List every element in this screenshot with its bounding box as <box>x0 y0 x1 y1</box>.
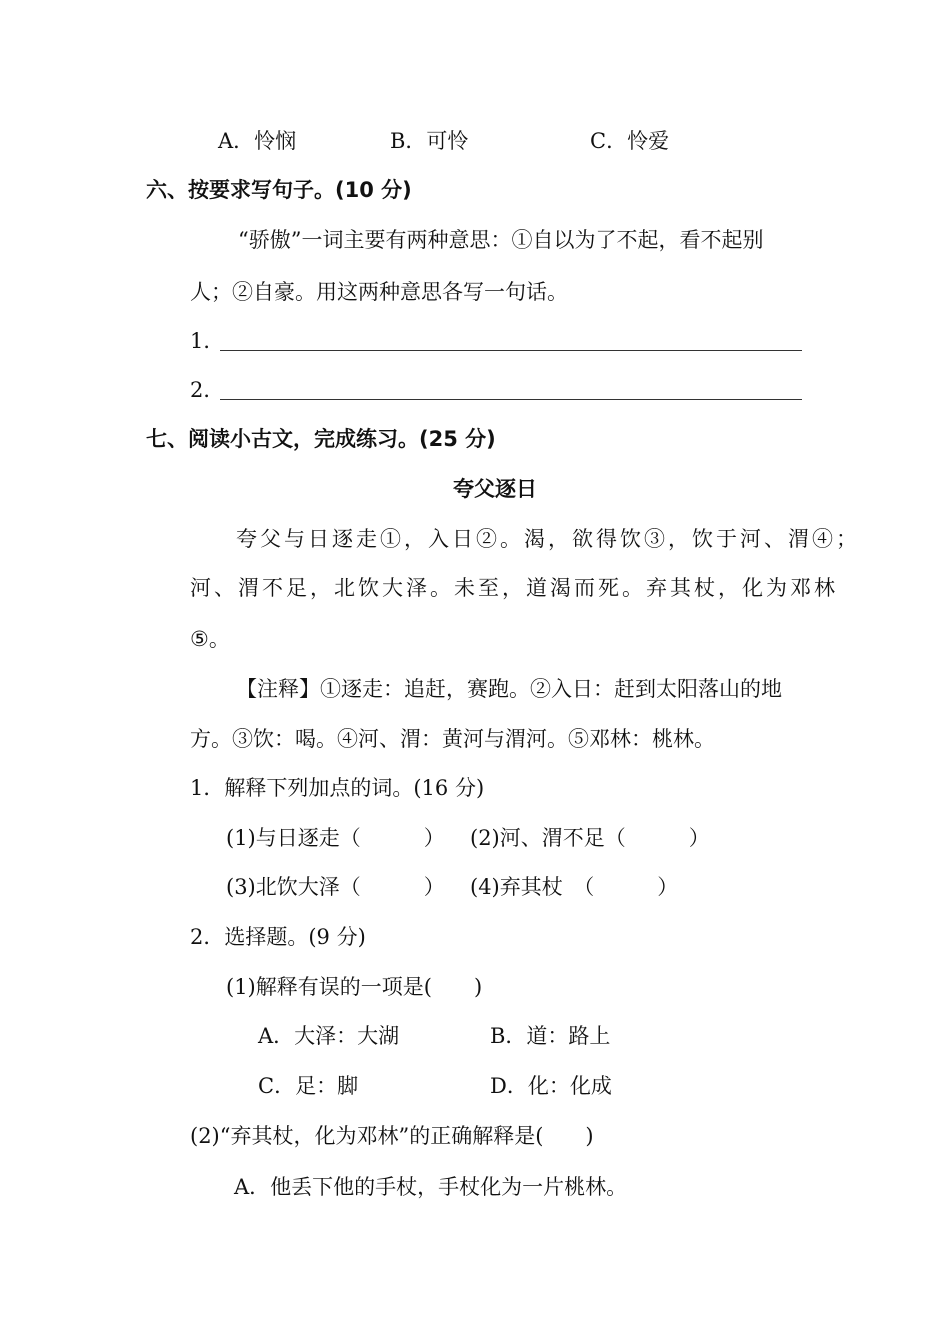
passage-line1: 夸父与日逐走①，入日②。渴，欲得饮③，饮于河、渭④； <box>236 527 860 551</box>
question2-sub1-option-c: C．足：脚 <box>258 1074 359 1098</box>
question2-sub1-option-a: A．大泽：大湖 <box>258 1024 400 1048</box>
passage-line2: 河、渭不足，北饮大泽。未至，道渴而死。弃其杖，化为邓林 <box>190 576 838 600</box>
question1-prompt: 1．解释下列加点的词。(16 分) <box>190 776 485 800</box>
option-a-lianmin: A．怜悯 <box>218 129 297 153</box>
passage-line3: ⑤。 <box>190 627 230 651</box>
question2-prompt: 2．选择题。(9 分) <box>190 925 366 949</box>
answer-line-2[interactable] <box>220 399 802 400</box>
option-b-kelian: B．可怜 <box>390 129 469 153</box>
section6-paragraph-line2: 人；②自豪。用这两种意思各写一句话。 <box>190 280 568 304</box>
question2-sub1-option-d: D．化：化成 <box>490 1074 612 1098</box>
question2-sub2: (2)“弃其杖，化为邓林”的正确解释是( ) <box>190 1124 594 1148</box>
question1-item1: (1)与日逐走（ ） <box>226 826 445 850</box>
question2-sub1: (1)解释有误的一项是( ) <box>226 975 483 999</box>
section7-heading: 七、阅读小古文，完成练习。(25 分) <box>146 427 496 451</box>
question2-sub1-option-b: B．道：路上 <box>490 1024 611 1048</box>
section6-heading: 六、按要求写句子。(10 分) <box>146 178 412 202</box>
annotation-line1: 【注释】①逐走：追赶，赛跑。②入日：赶到太阳落山的地 <box>236 677 782 701</box>
blank1-label: 1． <box>190 329 225 353</box>
answer-line-1[interactable] <box>220 350 802 351</box>
question1-item3: (3)北饮大泽（ ） <box>226 875 445 899</box>
section6-paragraph-line1: “骄傲”一词主要有两种意思：①自以为了不起，看不起别 <box>238 228 764 252</box>
annotation-line2: 方。③饮：喝。④河、渭：黄河与渭河。⑤邓林：桃林。 <box>190 727 715 751</box>
question1-item4: (4)弃其杖 （ ） <box>470 875 679 899</box>
question2-sub2-option-a: A．他丢下他的手杖，手杖化为一片桃林。 <box>234 1175 628 1199</box>
passage-title: 夸父逐日 <box>453 477 537 501</box>
option-c-lianai: C．怜爱 <box>590 129 670 153</box>
blank2-label: 2． <box>190 378 225 402</box>
question1-item2: (2)河、渭不足（ ） <box>470 826 710 850</box>
